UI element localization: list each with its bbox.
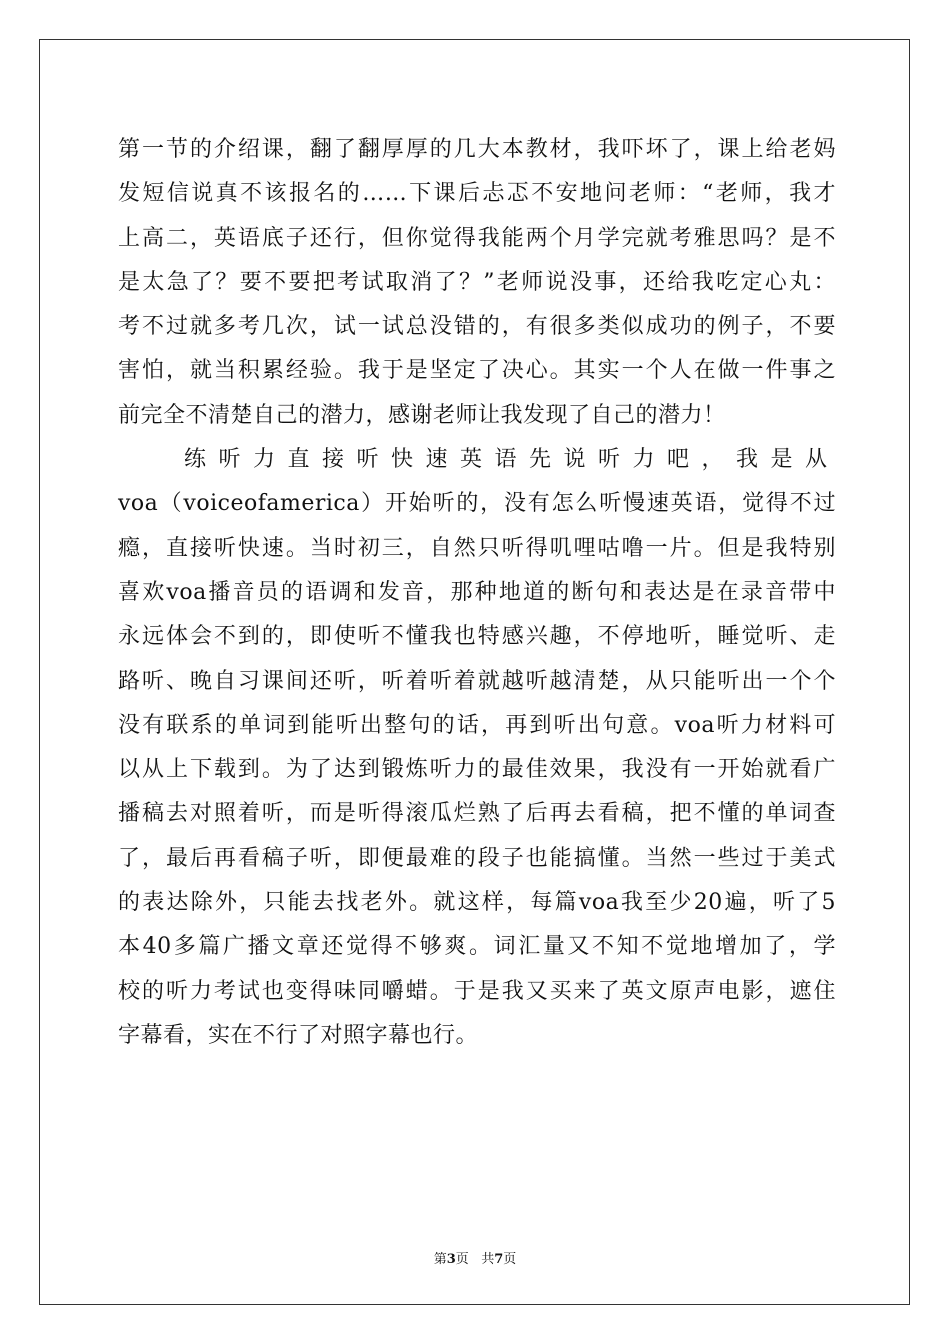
text-line: 前完全不清楚自己的潜力，感谢老师让我发现了自己的潜力！ <box>118 402 726 428</box>
text-line: 播稿去对照着听，而是听得滚瓜烂熟了后再去看稿，把不懂的单词查 <box>118 801 836 827</box>
text-line: 考不过就多考几次，试一试总没错的，有很多类似成功的例子，不要 <box>118 314 836 340</box>
footer-page-suffix: 页 <box>455 1252 469 1267</box>
text-line: 练听力直接听快速英语先说听力吧，我是从 <box>184 447 836 473</box>
text-line: 上高二，英语底子还行，但你觉得我能两个月学完就考雅思吗？是不 <box>118 225 836 251</box>
text-line: 本40多篇广播文章还觉得不够爽。词汇量又不知不觉地增加了，学 <box>118 934 836 960</box>
text-line: 没有联系的单词到能听出整句的话，再到听出句意。voa听力材料可 <box>118 712 836 738</box>
page-footer <box>0 1248 950 1267</box>
text-line: 害怕，就当积累经验。我于是坚定了决心。其实一个人在做一件事之 <box>118 358 836 384</box>
text-line: 路听、晚自习课间还听，听着听着就越听越清楚，从只能听出一个个 <box>118 668 836 694</box>
paragraph-2 <box>118 438 836 1058</box>
paragraph-1 <box>118 128 836 438</box>
text-line: 校的听力考试也变得味同嚼蜡。于是我又买来了英文原声电影，遮住 <box>118 978 836 1004</box>
footer-total-prefix: 共 <box>481 1252 495 1267</box>
current-page-number: 3 <box>446 1252 456 1267</box>
document-body <box>118 128 836 1058</box>
footer-total-suffix: 页 <box>503 1252 517 1267</box>
text-line: 字幕看，实在不行了对照字幕也行。 <box>118 1022 479 1048</box>
text-line: 第一节的介绍课，翻了翻厚厚的几大本教材，我吓坏了，课上给老妈 <box>118 137 836 162</box>
text-line: 瘾，直接听快速。当时初三，自然只听得叽哩咕噜一片。但是我特别 <box>118 535 836 561</box>
text-line: 以从上下载到。为了达到锻炼听力的最佳效果，我没有一开始就看广 <box>118 757 836 783</box>
text-line: 了，最后再看稿子听，即便最难的段子也能搞懂。当然一些过于美式 <box>118 845 836 871</box>
text-line: voa（voiceofamerica）开始听的，没有怎么听慢速英语，觉得不过 <box>118 491 836 517</box>
text-line: 是太急了？要不要把考试取消了？”老师说没事，还给我吃定心丸： <box>118 269 836 295</box>
text-line: 永远体会不到的，即使听不懂我也特感兴趣，不停地听，睡觉听、走 <box>118 624 836 650</box>
text-line: 的表达除外，只能去找老外。就这样，每篇voa我至少20遍，听了5 <box>118 890 836 916</box>
text-line: 喜欢voa播音员的语调和发音，那种地道的断句和表达是在录音带中 <box>118 579 836 605</box>
text-line: 发短信说真不该报名的……下课后忐忑不安地问老师：“老师，我才 <box>118 181 836 207</box>
footer-prefix: 第 <box>433 1252 447 1267</box>
total-page-number: 7 <box>494 1252 504 1267</box>
